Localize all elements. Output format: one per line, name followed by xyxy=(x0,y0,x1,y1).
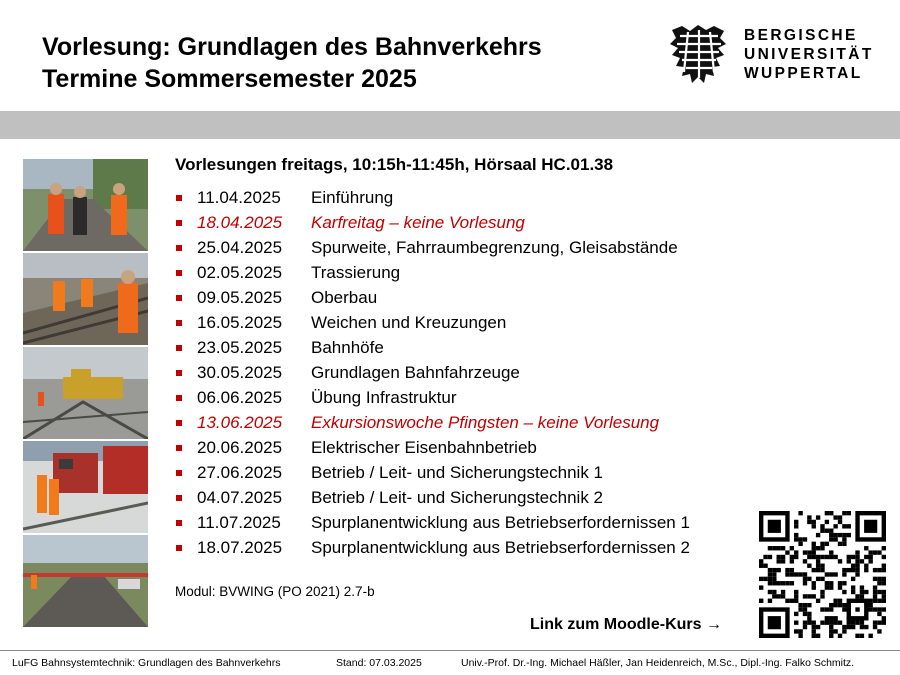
qr-code-icon[interactable] xyxy=(759,511,886,638)
university-logo xyxy=(668,22,874,86)
schedule-date: 16.05.2025 xyxy=(197,312,283,332)
moodle-course-link[interactable]: Link zum Moodle-Kurs → xyxy=(530,616,722,633)
schedule-date: 30.05.2025 xyxy=(197,362,283,382)
schedule-date: 11.04.2025 xyxy=(197,187,281,207)
schedule-date: 04.07.2025 xyxy=(197,487,283,507)
schedule-topic: Exkursionswoche Pfingsten – keine Vorlesung xyxy=(311,412,660,432)
schedule-date: 18.07.2025 xyxy=(197,537,283,557)
bullet-icon xyxy=(176,420,182,426)
footer-chair: LuFG Bahnsystemtechnik: Grundlagen des Bahnverkehrs xyxy=(12,657,281,669)
schedule-date: 09.05.2025 xyxy=(197,287,283,307)
schedule-topic: Grundlagen Bahnfahrzeuge xyxy=(311,362,520,382)
schedule-date: 25.04.2025 xyxy=(197,237,283,257)
photo-track-workers xyxy=(23,159,148,251)
schedule-item xyxy=(175,285,690,310)
schedule-item xyxy=(175,210,690,235)
bullet-icon xyxy=(176,270,182,276)
schedule-item xyxy=(175,235,690,260)
header-divider-bar xyxy=(0,111,900,139)
university-name-line2: UNIVERSITÄT xyxy=(744,45,874,63)
bullet-icon xyxy=(176,520,182,526)
schedule-date: 23.05.2025 xyxy=(197,337,283,357)
schedule-item xyxy=(175,260,690,285)
schedule-item xyxy=(175,335,690,360)
schedule-heading: Vorlesungen freitags, 10:15h-11:45h, Hörsaal HC.01.38 xyxy=(175,155,614,174)
bullet-icon xyxy=(176,345,182,351)
photo-track-construction xyxy=(23,253,148,345)
schedule-topic: Spurplanentwicklung aus Betriebserfordernissen 1 xyxy=(311,512,690,532)
schedule-date: 13.06.2025 xyxy=(197,412,283,432)
university-name-line1: BERGISCHE xyxy=(744,26,858,44)
bullet-icon xyxy=(176,495,182,501)
bullet-icon xyxy=(176,295,182,301)
schedule-item xyxy=(175,510,690,535)
schedule-item xyxy=(175,360,690,385)
schedule-date: 20.06.2025 xyxy=(197,437,283,457)
schedule-topic: Spurweite, Fahrraumbegrenzung, Gleisabstände xyxy=(311,237,678,257)
schedule-topic: Übung Infrastruktur xyxy=(311,387,457,407)
schedule-topic: Bahnhöfe xyxy=(311,337,384,357)
schedule-topic: Betrieb / Leit- und Sicherungstechnik 2 xyxy=(311,487,604,507)
page-subtitle: Termine Sommersemester 2025 xyxy=(42,65,417,93)
schedule-item xyxy=(175,310,690,335)
photo-locomotive-snow xyxy=(23,441,148,533)
schedule-topic: Weichen und Kreuzungen xyxy=(311,312,507,332)
schedule-date: 06.06.2025 xyxy=(197,387,283,407)
photo-level-crossing xyxy=(23,535,148,627)
photo-track-machine xyxy=(23,347,148,439)
schedule-list xyxy=(175,185,690,560)
schedule-item xyxy=(175,385,690,410)
page-title: Vorlesung: Grundlagen des Bahnverkehrs xyxy=(42,33,542,61)
footer-date: Stand: 07.03.2025 xyxy=(336,657,422,669)
module-code: Modul: BVWING (PO 2021) 2.7-b xyxy=(175,584,375,599)
bullet-icon xyxy=(176,220,182,226)
bullet-icon xyxy=(176,320,182,326)
schedule-date: 02.05.2025 xyxy=(197,262,283,282)
bullet-icon xyxy=(176,470,182,476)
title-block xyxy=(42,31,542,95)
bullet-icon xyxy=(176,545,182,551)
bullet-icon xyxy=(176,395,182,401)
schedule-date: 18.04.2025 xyxy=(197,212,283,232)
schedule-date: 11.07.2025 xyxy=(197,512,281,532)
schedule-topic: Einführung xyxy=(311,187,394,207)
schedule-topic: Betrieb / Leit- und Sicherungstechnik 1 xyxy=(311,462,604,482)
schedule-item xyxy=(175,185,690,210)
university-name-line3: WUPPERTAL xyxy=(744,64,863,82)
schedule-topic: Trassierung xyxy=(311,262,401,282)
footer-divider xyxy=(0,650,900,651)
bullet-icon xyxy=(176,445,182,451)
schedule-item xyxy=(175,485,690,510)
schedule-topic: Karfreitag – keine Vorlesung xyxy=(311,212,525,232)
schedule-topic: Spurplanentwicklung aus Betriebserfordernissen 2 xyxy=(311,537,690,557)
photo-strip xyxy=(23,159,148,628)
university-logo-icon xyxy=(668,22,730,86)
schedule-item xyxy=(175,535,690,560)
schedule-date: 27.06.2025 xyxy=(197,462,283,482)
schedule-topic: Elektrischer Eisenbahnbetrieb xyxy=(311,437,537,457)
schedule-item xyxy=(175,410,690,435)
schedule-item xyxy=(175,460,690,485)
university-name xyxy=(744,26,874,83)
bullet-icon xyxy=(176,370,182,376)
schedule-item xyxy=(175,435,690,460)
bullet-icon xyxy=(176,245,182,251)
footer-authors: Univ.-Prof. Dr.-Ing. Michael Häßler, Jan Heidenreich, M.Sc., Dipl.-Ing. Falko Schmitz. xyxy=(461,657,855,669)
bullet-icon xyxy=(176,195,182,201)
schedule-topic: Oberbau xyxy=(311,287,378,307)
